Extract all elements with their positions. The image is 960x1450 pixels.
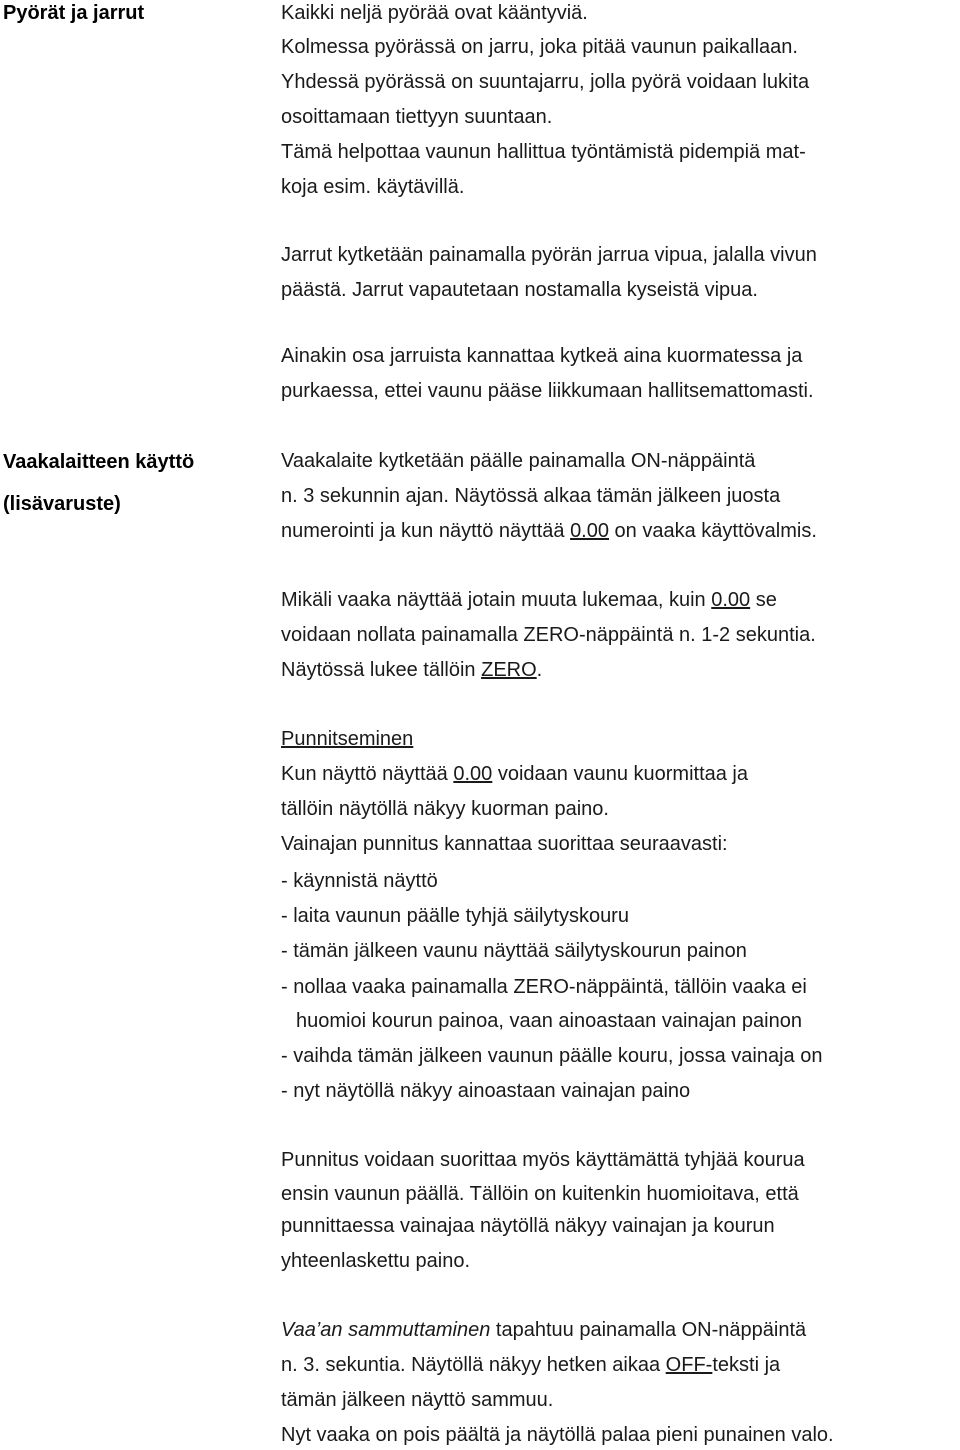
text-line: Vainajan punnitus kannattaa suorittaa seuraavasti: (281, 833, 728, 855)
text-run: Mikäli vaaka näyttää jotain muuta lukemaa, kuin (281, 589, 712, 611)
section-label-scale-optional: (lisävaruste) (3, 493, 121, 515)
step-item: - käynnistä näyttö (281, 870, 438, 892)
step-item-continuation: huomioi kourun painoa, vaan ainoastaan vainajan painon (296, 1010, 802, 1032)
text-line: n. 3 sekunnin ajan. Näytössä alkaa tämän jälkeen juosta (281, 485, 781, 507)
text-line: tämän jälkeen näyttö sammuu. (281, 1389, 554, 1411)
zero-value: 0.00 (570, 520, 609, 542)
text-run: numerointi ja kun näyttö näyttää (281, 520, 571, 542)
text-run: on vaaka käyttövalmis. (609, 520, 817, 542)
text-line: voidaan nollata painamalla ZERO-näppäintä n. 1-2 sekuntia. (281, 624, 816, 646)
text-line: Kolmessa pyörässä on jarru, joka pitää vaunun paikallaan. (281, 36, 798, 58)
text-line (281, 519, 817, 543)
section-label-scale-usage: Vaakalaitteen käyttö (3, 451, 195, 473)
step-item: - vaihda tämän jälkeen vaunun päälle kouru, jossa vainaja on (281, 1045, 823, 1067)
text-line: Yhdessä pyörässä on suuntajarru, jolla pyörä voidaan lukita (281, 71, 810, 93)
text-run: Näytössä lukee tällöin (281, 659, 482, 681)
step-item: - laita vaunun päälle tyhjä säilytyskouru (281, 905, 629, 927)
text-line: ensin vaunun päällä. Tällöin on kuitenkin huomioitava, että (281, 1183, 799, 1205)
step-item: - nyt näytöllä näkyy ainoastaan vainajan paino (281, 1080, 691, 1102)
zero-text: ZERO (481, 659, 537, 681)
text-line (281, 588, 777, 612)
text-line: Ainakin osa jarruista kannattaa kytkeä aina kuormatessa ja (281, 345, 803, 367)
text-run: Kun näyttö näyttää (281, 763, 454, 785)
text-line: Jarrut kytketään painamalla pyörän jarrua vipua, jalalla vivun (281, 244, 817, 266)
off-text: OFF- (665, 1354, 713, 1376)
text-line: Kaikki neljä pyörää ovat kääntyviä. (281, 2, 588, 24)
text-run: se (750, 589, 777, 611)
text-line: osoittamaan tiettyyn suuntaan. (281, 106, 553, 128)
text-run: n. 3. sekuntia. Näytöllä näkyy hetken aikaa (281, 1354, 666, 1376)
text-run: teksti ja (712, 1354, 781, 1376)
text-line: Punnitus voidaan suorittaa myös käyttämättä tyhjää kourua (281, 1149, 805, 1171)
shutdown-term: Vaa’an sammuttaminen (281, 1319, 491, 1341)
text-line: Tämä helpottaa vaunun hallittua työntämistä pidempiä mat- (281, 141, 806, 163)
text-line: Vaakalaite kytketään päälle painamalla ON-näppäintä (281, 450, 756, 472)
text-run: tapahtuu painamalla ON-näppäintä (490, 1319, 807, 1341)
step-item: - nollaa vaaka painamalla ZERO-näppäintä, tällöin vaaka ei (281, 976, 807, 998)
text-line (281, 1353, 780, 1377)
text-line (281, 762, 748, 786)
text-line (281, 1318, 806, 1342)
text-line (281, 658, 542, 682)
text-line: päästä. Jarrut vapautetaan nostamalla kyseistä vipua. (281, 279, 758, 301)
text-line: purkaessa, ettei vaunu pääse liikkumaan hallitsemattomasti. (281, 380, 814, 402)
text-line: punnittaessa vainajaa näytöllä näkyy vainajan ja kourun (281, 1215, 775, 1237)
section-label-wheels-brakes: Pyörät ja jarrut (3, 2, 145, 24)
text-line: koja esim. käytävillä. (281, 176, 465, 198)
zero-value: 0.00 (453, 763, 493, 785)
text-line: tällöin näytöllä näkyy kuorman paino. (281, 798, 609, 820)
text-line: Nyt vaaka on pois päältä ja näytöllä palaa pieni punainen valo. (281, 1424, 834, 1446)
step-item: - tämän jälkeen vaunu näyttää säilytyskourun painon (281, 940, 747, 962)
zero-value: 0.00 (711, 589, 751, 611)
text-run: voidaan vaunu kuormittaa ja (492, 763, 748, 785)
text-run: . (536, 659, 543, 681)
weighing-heading: Punnitseminen (281, 728, 414, 750)
text-line: yhteenlaskettu paino. (281, 1250, 471, 1272)
